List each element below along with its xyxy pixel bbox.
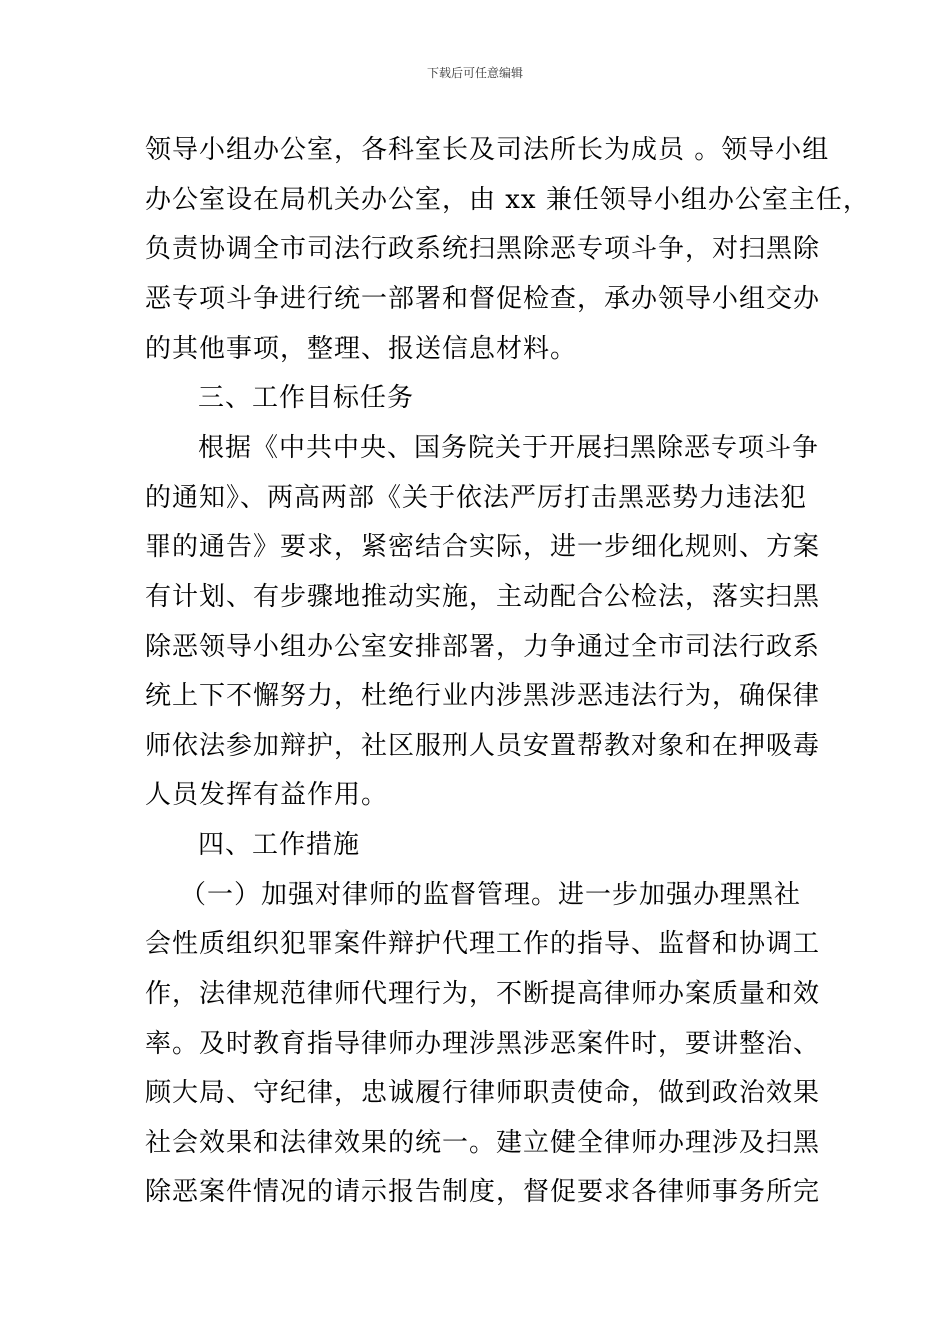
text-line: （一）加强对律师的监督管理。进一步加强办理黑社 — [180, 880, 802, 910]
text-line: 率。及时教育指导律师办理涉黑涉恶案件时，要讲整治、 — [145, 1029, 821, 1059]
text-line: 除恶案件情况的请示报告制度，督促要求各律师事务所完 — [145, 1177, 821, 1207]
text-line: 作，法律规范律师代理行为，不断提高律师办案质量和效 — [145, 979, 821, 1009]
text-line: 的通知》、两高两部《关于依法严厉打击黑恶势力违法犯 — [145, 483, 808, 513]
text-line: 根据《中共中央、国务院关于开展扫黑除恶专项斗争 — [198, 433, 820, 463]
section-heading: 三、工作目标任务 — [198, 383, 415, 413]
text-line: 的其他事项，整理、报送信息材料。 — [145, 334, 578, 364]
text-line: 顾大局、守纪律，忠诚履行律师职责使命，做到政治效果 — [145, 1078, 821, 1108]
text-line: 除恶领导小组办公室安排部署，力争通过全市司法行政系 — [145, 632, 821, 662]
text-line: 有计划、有步骤地推动实施，主动配合公检法，落实扫黑 — [145, 582, 821, 612]
text-line: 统上下不懈努力，杜绝行业内涉黑涉恶违法行为，确保律 — [145, 681, 821, 711]
text-line: 罪的通告》要求，紧密结合实际，进一步细化规则、方案 — [145, 532, 821, 562]
text-line: 会性质组织犯罪案件辩护代理工作的指导、监督和协调工 — [145, 929, 821, 959]
text-line: 负责协调全市司法行政系统扫黑除恶专项斗争，对扫黑除 — [145, 234, 821, 264]
page-header: 下载后可任意编辑 — [426, 66, 523, 80]
text-line: 领导小组办公室，各科室长及司法所长为成员 。领导小组 — [145, 135, 830, 165]
section-heading: 四、工作措施 — [198, 830, 361, 860]
text-line: 办公室设在局机关办公室，由 xx 兼任领导小组办公室主任， — [145, 185, 870, 215]
text-line: 师依法参加辩护，社区服刑人员安置帮教对象和在押吸毒 — [145, 731, 821, 761]
text-line: 社会效果和法律效果的统一。建立健全律师办理涉及扫黑 — [145, 1128, 821, 1158]
text-line: 人员发挥有益作用。 — [145, 780, 389, 810]
text-line: 恶专项斗争进行统一部署和督促检查，承办领导小组交办 — [145, 284, 821, 314]
